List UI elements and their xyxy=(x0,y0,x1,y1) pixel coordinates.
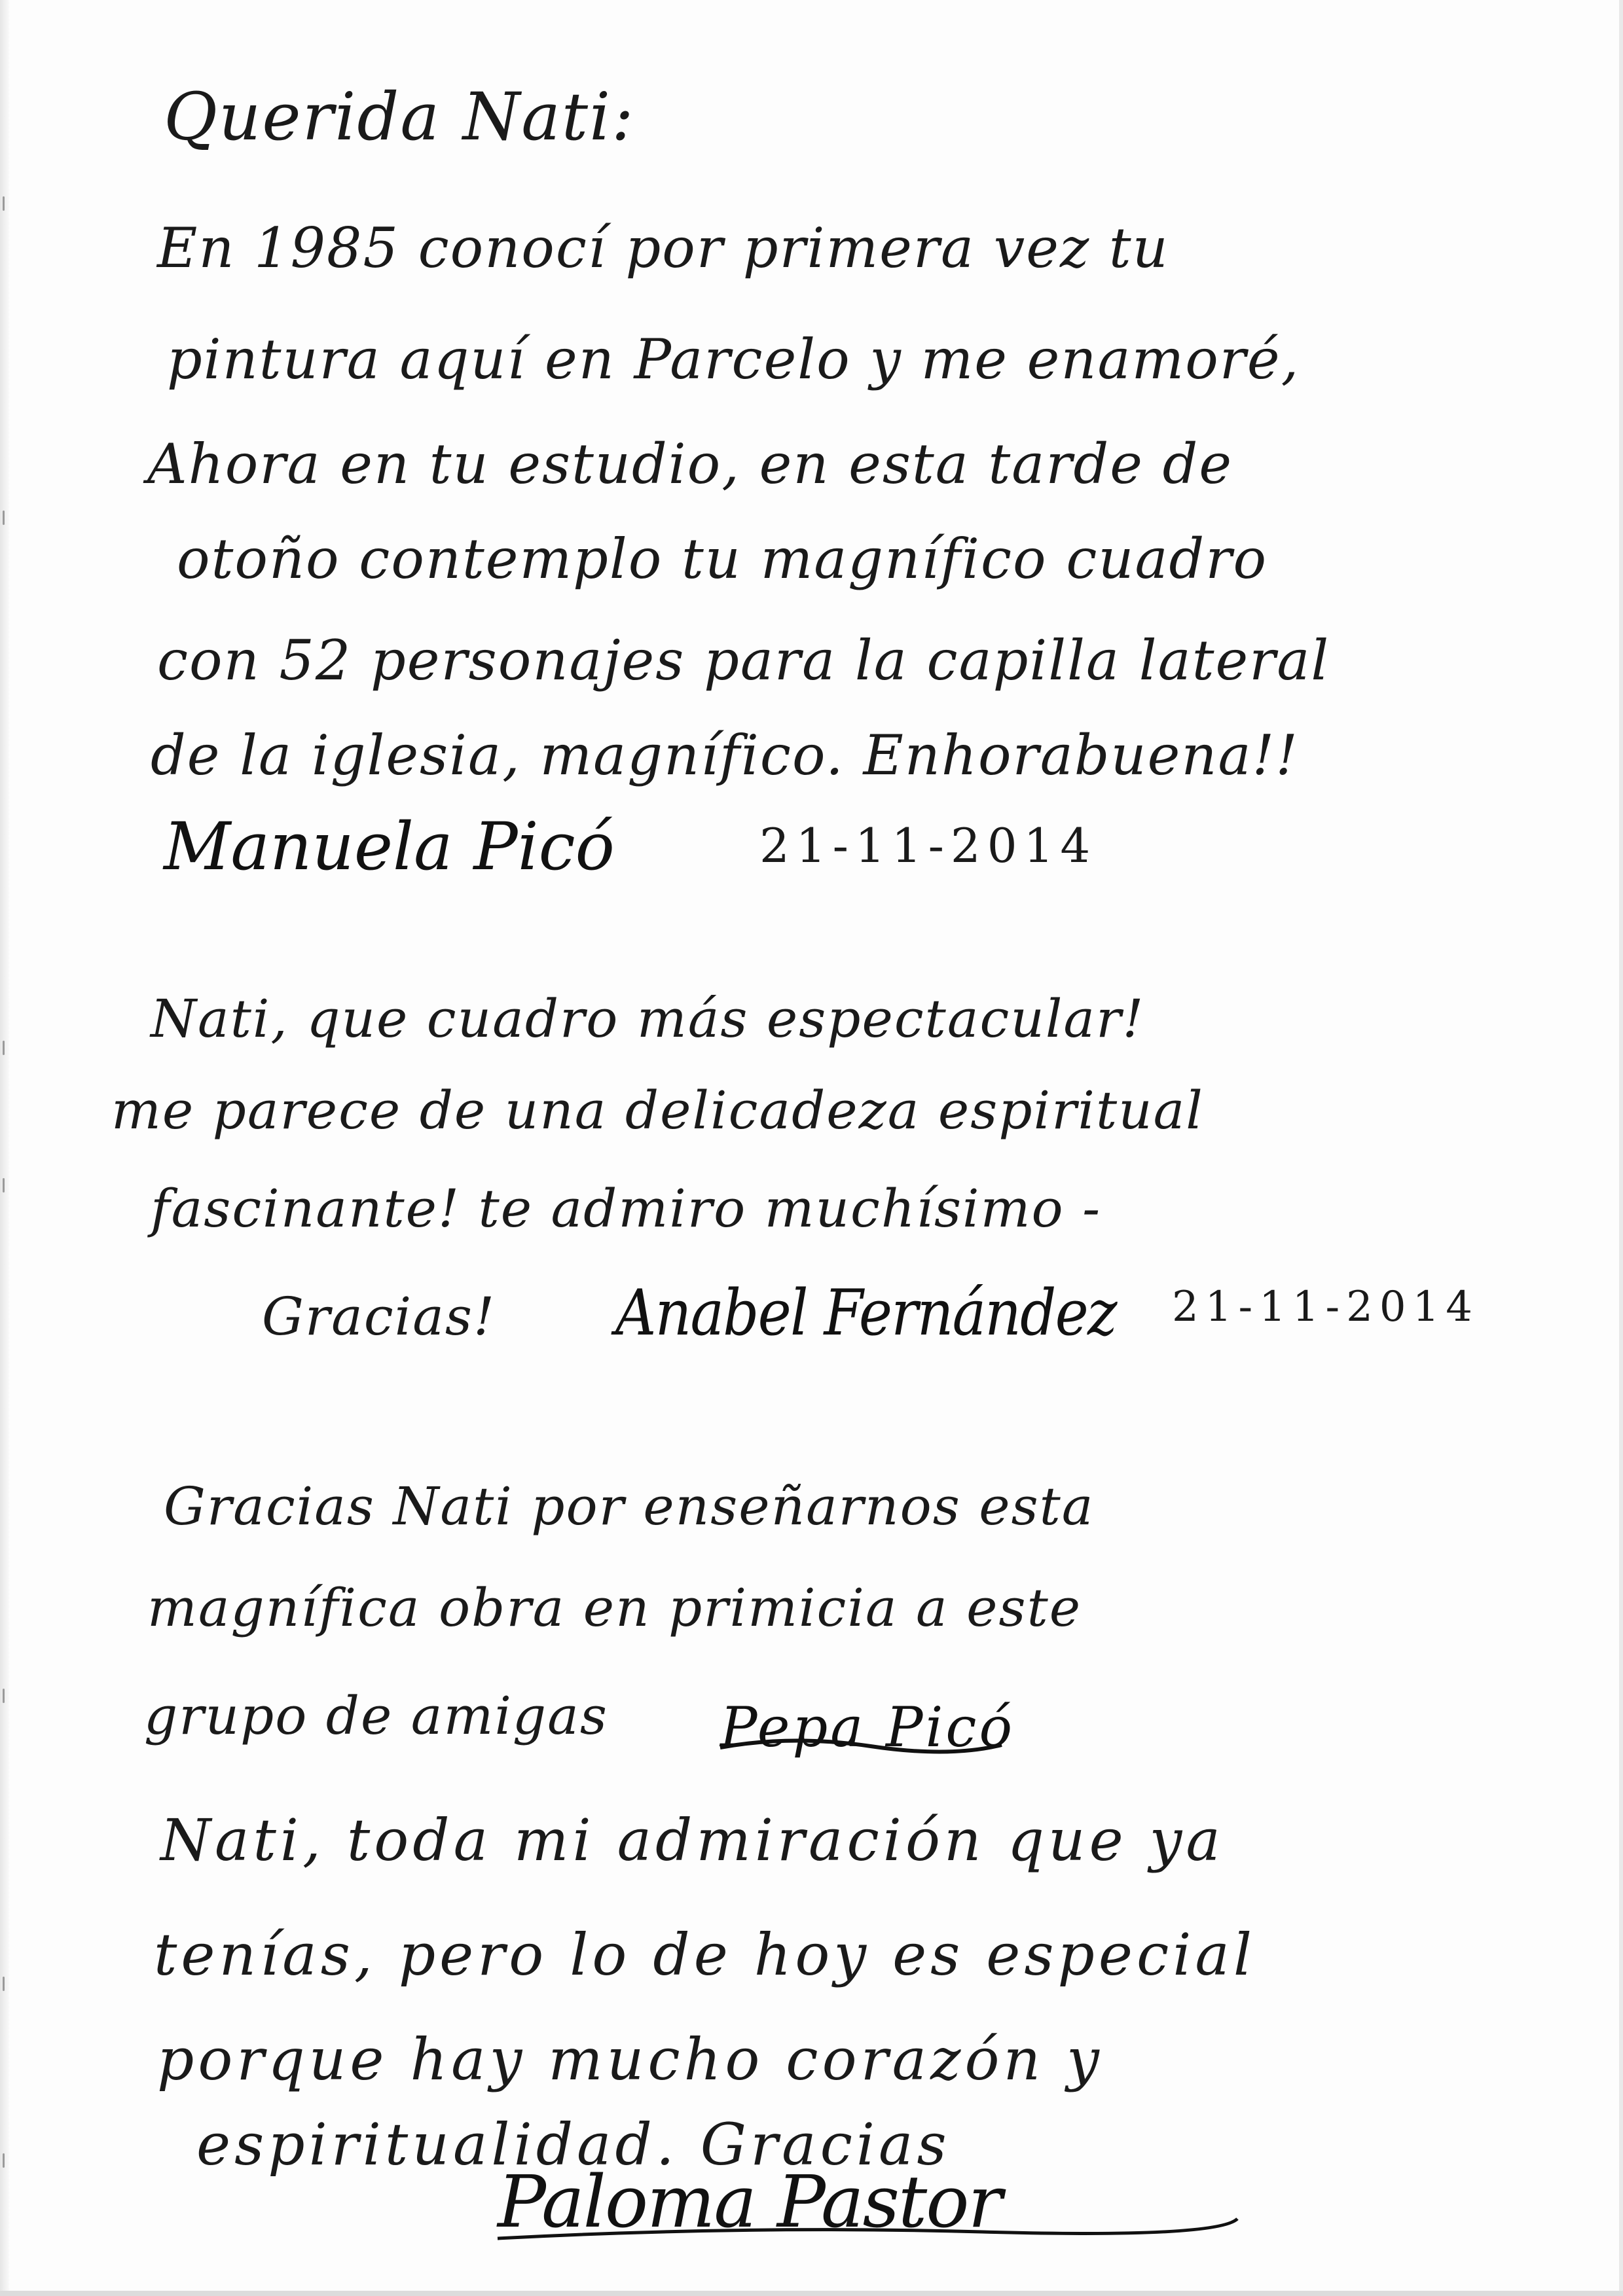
entry-3-line-3: grupo de amigas xyxy=(144,1685,608,1746)
entry-1-date: 21-11-2014 xyxy=(759,818,1097,873)
entry-1-line-7: de la iglesia, magnífico. Enhorabuena!! xyxy=(151,723,1300,787)
entry-4-signature: Paloma Pastor xyxy=(498,2160,1002,2244)
entry-4-line-4: espiritualidad. Gracias xyxy=(196,2111,951,2178)
entry-2-line-2: me parece de una delicadeza espiritual xyxy=(111,1080,1204,1141)
signature-strike-mark xyxy=(714,1715,1015,1767)
entry-1-signature: Manuela Picó xyxy=(164,808,615,885)
entry-1-line-3: pintura aquí en Parcelo y me enamoré, xyxy=(167,327,1300,391)
entry-2-line-4: Gracias! xyxy=(262,1286,496,1347)
signature-flourish xyxy=(484,2179,1270,2258)
entry-1-line-6: con 52 personajes para la capilla lateral xyxy=(157,628,1330,692)
entry-2-line-1: Nati, que cuadro más espectacular! xyxy=(151,988,1145,1049)
entry-1-line-4: Ahora en tu estudio, en esta tarde de xyxy=(147,432,1233,496)
entry-3-line-2: magnífica obra en primicia a este xyxy=(147,1577,1082,1638)
entry-3-line-1: Gracias Nati por enseñarnos esta xyxy=(164,1476,1095,1537)
entry-4-line-1: Nati, toda mi admiración que ya xyxy=(160,1806,1224,1874)
entry-2-signature: Anabel Fernández xyxy=(615,1276,1116,1350)
page-right-edge xyxy=(1619,0,1623,2296)
binding-edge xyxy=(0,0,9,2296)
entry-4-line-2: tenías, pero lo de hoy es especial xyxy=(154,1921,1256,1988)
entry-1-line-2: En 1985 conocí por primera vez tu xyxy=(157,216,1169,280)
entry-3-signature: Pepa Picó xyxy=(720,1695,1015,1759)
entry-2-line-3: fascinante! te admiro muchísimo - xyxy=(151,1178,1102,1239)
entry-4-line-3: porque hay mucho corazón y xyxy=(157,2026,1103,2093)
entry-1-line-1: Querida Nati: xyxy=(164,79,635,155)
entry-2-date: 21-11-2014 xyxy=(1172,1283,1479,1331)
page-bottom-edge xyxy=(0,2291,1623,2296)
entry-1-line-5: otoño contemplo tu magnífico cuadro xyxy=(177,527,1268,591)
